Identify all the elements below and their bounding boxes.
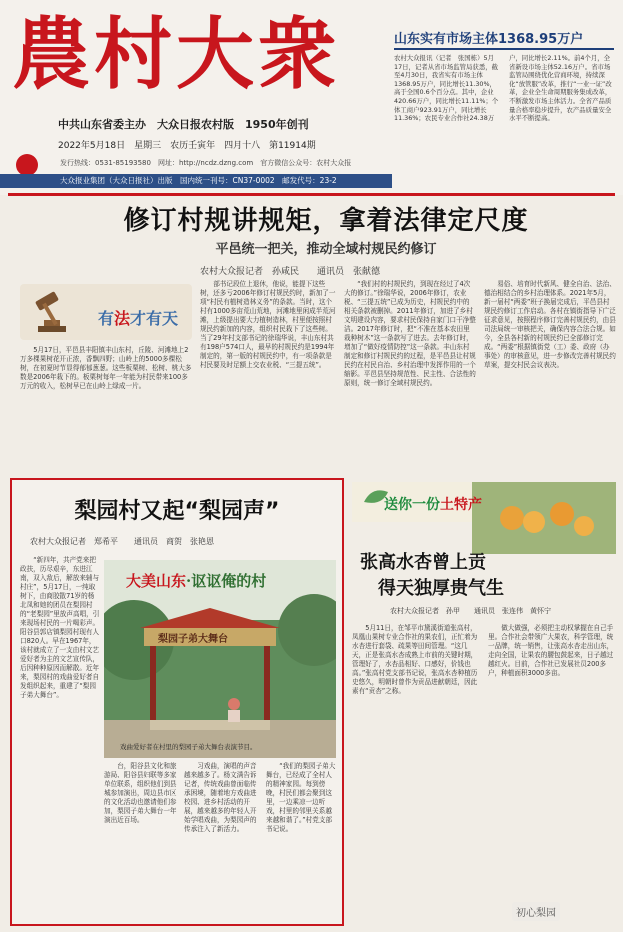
divider <box>394 48 614 50</box>
pear-column-2: 台，阳谷县文化和旅游局、阳谷县妇联等多家单位联系，组织他们到县城参加演出，周边县市区的文化活动也邀请他们参加，梨园子弟大舞台一年演出近百场。 <box>104 762 177 824</box>
pear-byline: 农村大众报记者 郑希平 通讯员 商贺 张艳恩 <box>30 537 214 546</box>
photo-banner-a: 大美山东 <box>126 572 187 590</box>
column-tag <box>98 306 178 329</box>
stage-sign: 梨园子弟大舞台 <box>158 634 228 645</box>
apricot-column-1: 5月11日，在邹平市黛溪街道张高村，凤凰山果树专业合作社的果农们，正忙着为水杏进行套袋、疏果等田间管理。“这几天，正是张高水杏成熟上市前的关键时期，管理好了，水杏品相好、口感好，价钱也高。”张高村党支部书记说，张高水杏种植历史悠久，明朝时曾作为贡品进献朝廷，因此素有“贡杏”之称。 <box>352 624 478 695</box>
column-tag-before: 有 <box>98 309 115 328</box>
feature-column-1: 5月17日，平邑县丰阳镇丰山东村，丘陵、河滩地上2万多棵果树花开正浓，香飘四野；山岭上的5000多棵松树，在初夏时节显得郁郁葱葱。这些板栗树、松树、桃大多数是2006年栽下的。板栗树每年一年能为村民带来100多万元的收入，松树早已在山岭上绿成一片。 <box>20 346 192 390</box>
market-news-headline: 山东实有市场主体1368.95万户 <box>394 32 584 47</box>
apricot-byline: 农村大众报记者 孙甲 通讯员 张连伟 黄怀宁 <box>390 607 551 615</box>
photo-banner <box>126 570 266 591</box>
feature-byline: 农村大众报记者 孙咸民 通讯员 张献德 <box>200 267 381 277</box>
apricot-column-2: 做大做强，必须把主动权掌握在自己手里。合作社会带领广大果农，科学管理，统一品牌，统一销售，让张高水杏走出山东，走向全国，让果农的腰包鼓起来，日子越过越红火。目前，合作社已发展社员200多户，种植面积3000多亩。 <box>488 624 614 677</box>
hotline: 发行热线：0531-85193580 网址：http://ncdz.dzng.com 官方微信公众号：农村大众报 <box>60 159 352 167</box>
apricot-headline-2: 得天独厚贵气生 <box>378 578 504 599</box>
market-news-body: 农村大众报讯（记者 张国栋）5月17日，记者从省市场监管局获悉，截至4月30日，我省实有市场主体1368.95万户，同比增长11.30%，高于全国0.6个百分点。其中，企业420.66万户，同比增长11.11%；个体工商户923.91万户，同比增长11.36%；农民专业合作社24.38万户，同比增长2.11%。前4个月，全省新设市场主体52.16万户。省市场监管局围绕优化营商环境，持续深化“放管服”改革，推行“一业一证”改革，企业全生命周期服务集成改革，不断激发市场主体活力。全省产品质量合格率稳步提升，农产品质量安全水平不断提高。 <box>394 54 612 123</box>
wechat-watermark: 初心梨园 <box>512 902 560 921</box>
dazhong-logo-icon <box>16 154 38 176</box>
divider <box>8 193 615 196</box>
pear-column-1: “新四年，共产党来把政扶，历尽艰辛，东进江南，双入敌后，解放来辅与村庄”，5月17日，一纯取树下，由商胶散71岁的杨北凤和她的团员在梨园村的“老梨园”里放声高唱，引来现场村民的一片喝彩声。阳谷县郭店镇梨园村现有人口820人。早在1967年，该村就成立了一支由村文艺爱好者为主的文艺宣传队，后因种种原因而解散。近年来，梨园村的戏曲爱好者自发组织起来，重建了“梨园子弟大舞台”。 <box>20 556 100 699</box>
specialty-tag-a: 送你一份 <box>384 497 440 513</box>
photo-caption: 戏曲爱好者在村里的梨园子弟大舞台表演节目。 <box>120 743 257 751</box>
masthead-subtitle: 中共山东省委主办 大众日报农村版 1950年创刊 <box>58 118 309 131</box>
feature-column-2: 部书记段位上退休，他说，能提下这些树，还多亏2006年修订村规民约时，新加了一项“村民有植树造林义务”的条款。当时，这个村有1000多亩荒山荒地，河滩地里闲成半荒河滩，上级提出要大力植树造林，村里便按照村规民约新加的内容，组织村民栽下了这些树。当了29年村支部书记的徐瑞华说，丰山东村共有198户574口人，最早的村规民约是1994年制定的，第一版的村规民约中，有一项条款是村民要及时足额上交农业税、“三提五统”。 <box>200 280 336 369</box>
gavel-icon <box>32 290 72 334</box>
specialty-tag-b: 土特产 <box>440 497 482 513</box>
pavilion-illustration <box>130 608 290 738</box>
photo-banner-b: ·讴讴俺的村 <box>186 572 267 590</box>
specialty-tag <box>384 494 482 514</box>
feature-column-4: 易俗、培育时代新风、健全自治、法治、德治相结合的乡村治理体系。2021年5月，新一届村“两委”班子换届完成后，平邑县村规民约修订工作启动。各村在镇街指导下广泛征求意见，按照程序修订完善村规民约，由县司法局统一审核把关，确保内容合法合规。如今，全县各村新的村规民约已全部修订完成。“两委”根据镇街党（工）委、政府（办事处）的审核意见，进一步修改完善村规民约草案，提交村民会议表决。 <box>484 280 616 369</box>
apricot-image <box>472 482 616 554</box>
newspaper-title: 農村大衆 <box>12 9 341 100</box>
feature-headline: 修订村规讲规矩，拿着法律定尺度 <box>123 206 529 236</box>
pear-column-4: “我们的梨园子弟大舞台，已经成了全村人的精神家园。每到傍晚，村民们都会聚到这里，一边乘凉一边听戏，村里的邻里关系越来越和谐了。”村党支部书记说。 <box>266 762 336 833</box>
pear-headline: 梨园村又起“梨园声” <box>74 499 280 524</box>
column-tag-accent: 法 <box>114 309 131 328</box>
pear-column-3: 习戏曲，演唱的声音越来越多了。杨文满告诉记者，传统戏曲曾面临传承困境，随着地方戏曲进校园、进乡村活动的开展，越来越多的年轻人开始学唱戏曲，为梨园声的传承注入了新活力。 <box>184 762 257 833</box>
feature-column-3: “我们村的村规民约，到现在经过了4次大的修订。”徐瑞华说，2006年修订，农业税、“三提五统”已成为历史，村规民约中的相关条款被删掉。2011年修订，加进了乡村文明建设内容，要求村民保持自家门口干净整洁。2017年修订时，把“不准在基本农田里栽种树木”这一条款写了进去。去年修订时，增加了“做好疫情防控”这一条款。丰山东村制定和修订村规民约的过程，是平邑县让村规民约在村民自治、乡村治理中发挥作用的一个缩影。平邑县坚持规范性、民主性、合法性的原则，统一修订全域村规民约。 <box>344 280 476 387</box>
issue-date: 2022年5月18日 星期三 农历壬寅年 四月十八 第11914期 <box>58 141 316 151</box>
apricot-headline-1: 张高水杏曾上贡 <box>360 552 486 573</box>
column-tag-after: 才有天 <box>130 309 179 328</box>
feature-subheadline: 平邑统一把关，推动全域村规民约修订 <box>215 242 437 257</box>
apricot-photo <box>472 482 616 554</box>
publisher-bar: 大众报业集团（大众日报社）出版 国内统一刊号：CN37-0002 邮发代号：23-2 <box>0 174 392 188</box>
